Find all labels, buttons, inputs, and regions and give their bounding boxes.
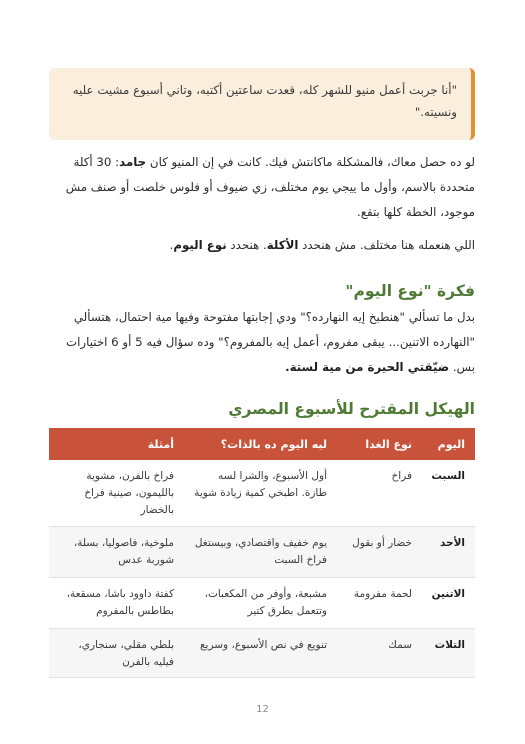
section-heading-idea: فكرة "نوع اليوم" — [345, 282, 475, 300]
table-row — [49, 629, 475, 678]
cell-lunch-type: لحمة مفرومة — [337, 578, 422, 629]
cell-reason: تنويع في نص الأسبوع، وسريع — [184, 629, 337, 678]
bold-term: ضيّقتي الحيرة من مية لستة. — [285, 360, 450, 374]
table-row — [49, 578, 475, 629]
table-row — [49, 527, 475, 578]
cell-examples: ملوخية، فاصوليا، بسلة، شوربة عدس — [49, 527, 184, 578]
page-number: 12 — [256, 704, 269, 715]
paragraph-problem — [49, 150, 475, 225]
cell-lunch-type: سمك — [337, 629, 422, 678]
bold-term: نوع اليوم — [173, 238, 227, 252]
column-header-examples: أمثلة — [49, 428, 184, 460]
cell-reason: مشبعة، وأوفر من المكعبات، وتتعمل بطرق كتير — [184, 578, 337, 629]
cell-lunch-type: فراخ — [337, 460, 422, 527]
table-row — [49, 460, 475, 527]
cell-lunch-type: خضار أو بقول — [337, 527, 422, 578]
column-header-lunch-type: نوع الغدا — [337, 428, 422, 460]
cell-reason: يوم خفيف واقتصادي، وبيستغل فراخ السبت — [184, 527, 337, 578]
quote-text: "أنا جربت أعمل منيو للشهر كله، قعدت ساعتين أكتبه، وتاني أسبوع مشيت عليه ونسيته." — [72, 83, 457, 119]
paragraph-text: : 30 أكلة متحددة بالاسم، وأول ما ييجي يوم مختلف، زي ضيوف أو فلوس خلصت أو صنف مش موجود، الخطة كلها بتقع. — [65, 155, 475, 219]
column-header-reason: ليه اليوم ده بالذات؟ — [184, 428, 337, 460]
cell-day: الاتنين — [422, 578, 475, 629]
cell-examples: كفتة داوود باشا، مسقعة، بطاطس بالمفروم — [49, 578, 184, 629]
paragraph-text: بدل ما تسألي "هنطبخ إيه النهارده؟" ودي إجابتها مفتوحة وفيها مية احتمال، هتسألي "النهارده الاتنين... يبقى مفروم، أعمل إيه بالمفروم؟" وده سؤال فيه 5 أو 6 اختيارات بس. — [66, 310, 475, 374]
paragraph-text: لو ده حصل معاك، فالمشكلة ماكانتش فيك. كانت في إن المنيو كان — [146, 155, 475, 169]
cell-day: السبت — [422, 460, 475, 527]
bold-term: جامد — [119, 155, 147, 169]
cell-reason: أول الأسبوع، والشرا لسه طازة. اطبخي كمية زيادة شوية — [184, 460, 337, 527]
paragraph-text: . هنحدد — [226, 238, 267, 252]
section-heading-structure: الهيكل المقترح للأسبوع المصري — [228, 400, 475, 418]
paragraph-idea — [49, 305, 475, 380]
table-header-row — [49, 428, 475, 460]
column-header-day: اليوم — [422, 428, 475, 460]
weekly-structure-table — [49, 428, 475, 678]
cell-examples: فراخ بالفرن، مشوية بالليمون، صينية فراخ بالخضار — [49, 460, 184, 527]
cell-day: الأحد — [422, 527, 475, 578]
paragraph-text: اللي هنعمله هنا مختلف. مش هنحدد — [298, 238, 475, 252]
paragraph-text: . — [169, 238, 174, 252]
bold-term: الأكلة — [266, 238, 299, 252]
cell-examples: بلطي مقلي، سنجاري، فيليه بالفرن — [49, 629, 184, 678]
cell-day: التلات — [422, 629, 475, 678]
paragraph-approach — [49, 233, 475, 258]
quote-box — [49, 68, 475, 140]
